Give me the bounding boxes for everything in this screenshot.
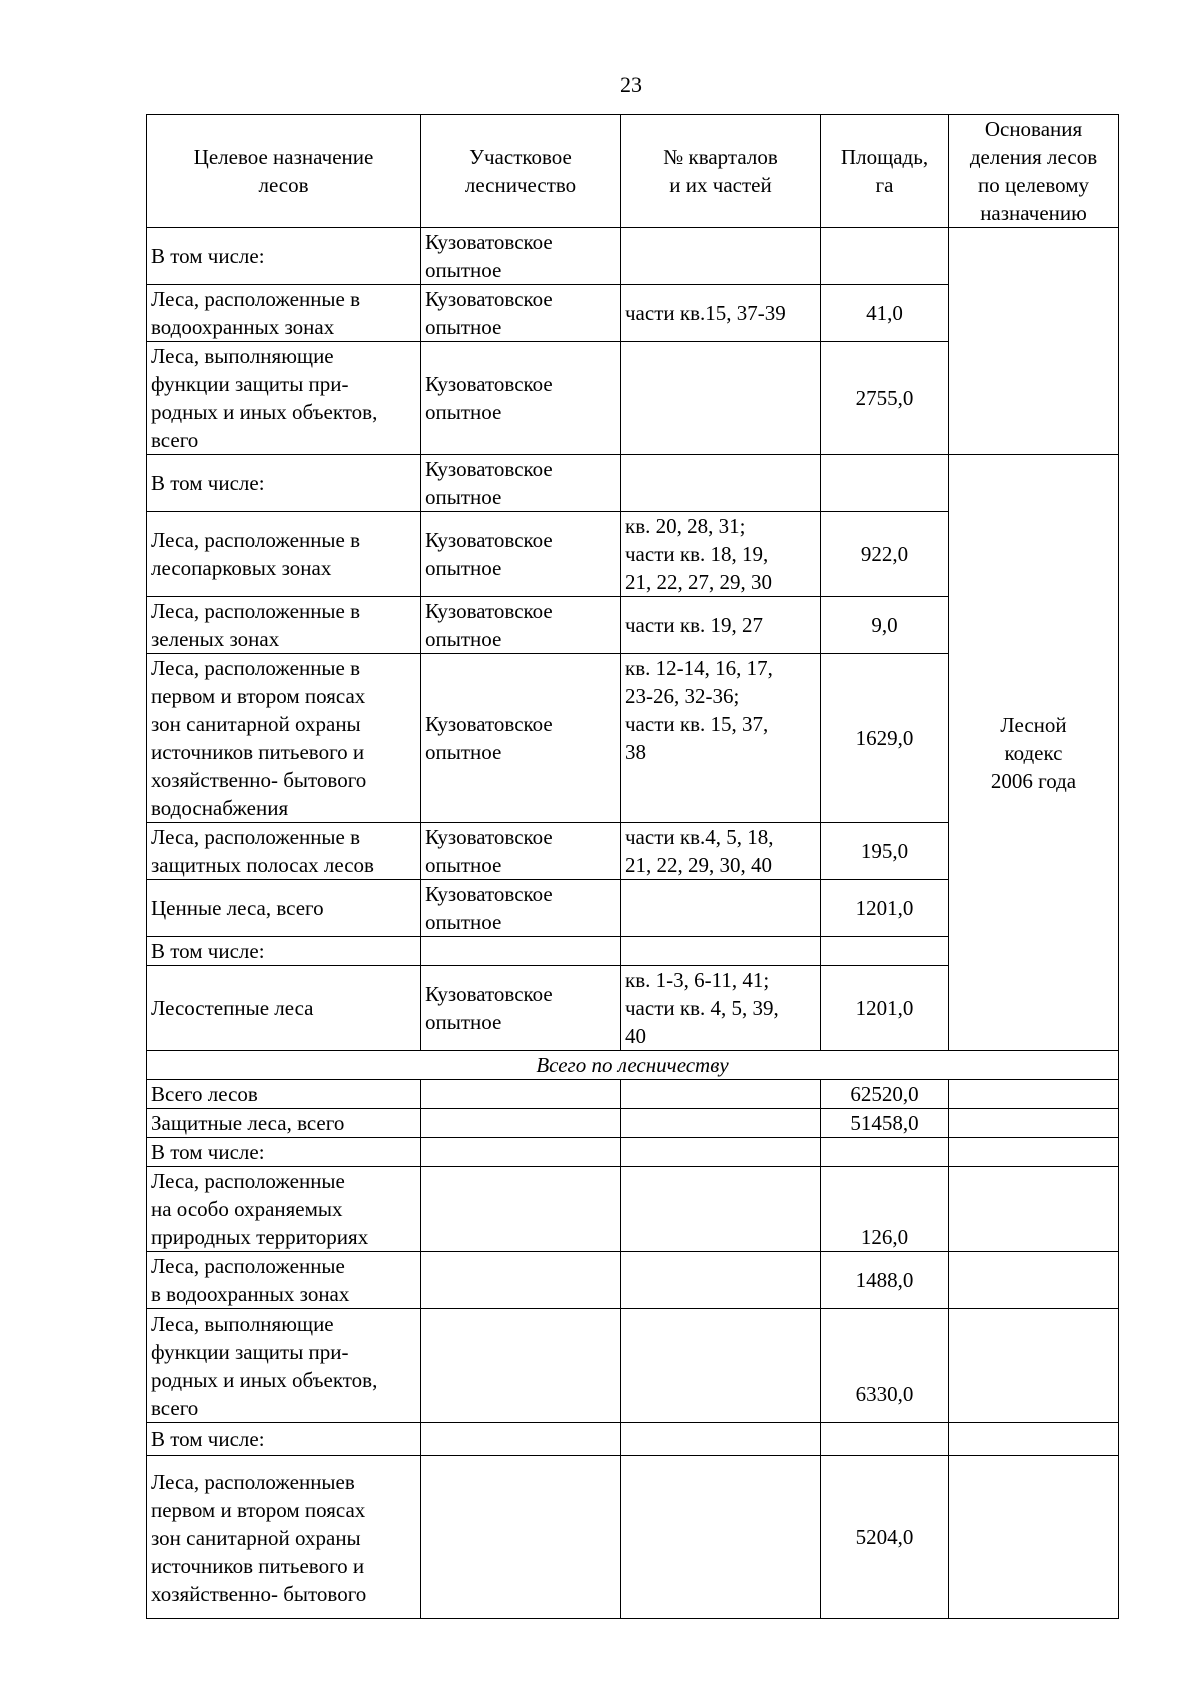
table-row — [147, 228, 1119, 285]
forestry-cell: Кузоватовское опытное — [421, 880, 621, 937]
area-cell: 62520,0 — [821, 1080, 949, 1109]
basis-cell — [949, 1080, 1119, 1109]
area-cell: 51458,0 — [821, 1109, 949, 1138]
quarters-cell: кв. 20, 28, 31; части кв. 18, 19, 21, 22, 27, 29, 30 — [621, 512, 821, 597]
area-cell: 2755,0 — [821, 342, 949, 455]
table-row — [147, 1309, 1119, 1423]
purpose-cell: Защитные леса, всего — [147, 1109, 421, 1138]
purpose-cell: Леса, расположенные в защитных полосах лесов — [147, 823, 421, 880]
area-cell — [821, 937, 949, 966]
quarters-cell: кв. 1-3, 6-11, 41; части кв. 4, 5, 39, 40 — [621, 966, 821, 1051]
purpose-cell: Лесостепные леса — [147, 966, 421, 1051]
basis-cell — [949, 1252, 1119, 1309]
purpose-cell: Ценные леса, всего — [147, 880, 421, 937]
table-header-row — [147, 115, 1119, 228]
area-cell — [821, 1138, 949, 1167]
quarters-cell — [621, 1109, 821, 1138]
forestry-cell — [421, 1167, 621, 1252]
area-cell: 1488,0 — [821, 1252, 949, 1309]
basis-cell — [949, 1309, 1119, 1423]
quarters-cell: части кв. 19, 27 — [621, 597, 821, 654]
section-title: Всего по лесничеству — [147, 1051, 1119, 1080]
purpose-cell: Леса, выполняющие функции защиты при- родных и иных объектов, всего — [147, 1309, 421, 1423]
forestry-cell: Кузоватовское опытное — [421, 342, 621, 455]
forestry-cell — [421, 1080, 621, 1109]
basis-cell-empty — [949, 228, 1119, 455]
area-cell: 5204,0 — [821, 1456, 949, 1619]
quarters-cell — [621, 228, 821, 285]
quarters-cell: кв. 12-14, 16, 17, 23-26, 32-36; части кв. 15, 37, 38 — [621, 654, 821, 823]
purpose-cell: В том числе: — [147, 1423, 421, 1456]
quarters-cell — [621, 1309, 821, 1423]
quarters-cell — [621, 342, 821, 455]
forestry-cell — [421, 1138, 621, 1167]
forestry-cell — [421, 1309, 621, 1423]
column-header: Целевое назначение лесов — [147, 115, 421, 228]
forest-purpose-table — [146, 114, 1119, 1619]
forestry-cell: Кузоватовское опытное — [421, 654, 621, 823]
purpose-cell: В том числе: — [147, 455, 421, 512]
area-cell: 126,0 — [821, 1167, 949, 1252]
forestry-cell: Кузоватовское опытное — [421, 228, 621, 285]
purpose-cell: Леса, расположенные в водоохранных зонах — [147, 285, 421, 342]
basis-cell — [949, 1423, 1119, 1456]
page-number: 23 — [620, 72, 642, 97]
forestry-cell: Кузоватовское опытное — [421, 823, 621, 880]
area-cell: 1201,0 — [821, 880, 949, 937]
forestry-cell — [421, 937, 621, 966]
column-header: Площадь, га — [821, 115, 949, 228]
quarters-cell: части кв.4, 5, 18, 21, 22, 29, 30, 40 — [621, 823, 821, 880]
purpose-cell: В том числе: — [147, 1138, 421, 1167]
area-cell: 41,0 — [821, 285, 949, 342]
quarters-cell — [621, 455, 821, 512]
forestry-cell: Кузоватовское опытное — [421, 285, 621, 342]
table-row — [147, 455, 1119, 512]
table-row — [147, 1423, 1119, 1456]
quarters-cell — [621, 937, 821, 966]
basis-cell — [949, 1456, 1119, 1619]
column-header: Основания деления лесов по целевому назначению — [949, 115, 1119, 228]
purpose-cell: Леса, выполняющие функции защиты при- родных и иных объектов, всего — [147, 342, 421, 455]
quarters-cell — [621, 1456, 821, 1619]
area-cell: 195,0 — [821, 823, 949, 880]
area-cell — [821, 1423, 949, 1456]
purpose-cell: Леса, расположенные на особо охраняемых природных территориях — [147, 1167, 421, 1252]
basis-cell — [949, 1167, 1119, 1252]
forestry-cell — [421, 1456, 621, 1619]
quarters-cell — [621, 1252, 821, 1309]
quarters-cell — [621, 1423, 821, 1456]
area-cell — [821, 455, 949, 512]
column-header: № кварталов и их частей — [621, 115, 821, 228]
area-cell: 922,0 — [821, 512, 949, 597]
purpose-cell: Леса, расположенные в лесопарковых зонах — [147, 512, 421, 597]
table-row — [147, 1167, 1119, 1252]
purpose-cell: Леса, расположенные в первом и втором поясах зон санитарной охраны источников питьевого и хозяйственно- бытового водоснабжения — [147, 654, 421, 823]
table-row — [147, 1138, 1119, 1167]
area-cell — [821, 228, 949, 285]
area-cell: 1201,0 — [821, 966, 949, 1051]
forestry-cell — [421, 1252, 621, 1309]
area-cell: 9,0 — [821, 597, 949, 654]
quarters-cell — [621, 1167, 821, 1252]
column-header: Участковое лесничество — [421, 115, 621, 228]
area-cell: 1629,0 — [821, 654, 949, 823]
purpose-cell: Леса, расположенные в зеленых зонах — [147, 597, 421, 654]
forestry-cell — [421, 1423, 621, 1456]
area-cell: 6330,0 — [821, 1309, 949, 1423]
forestry-cell: Кузоватовское опытное — [421, 966, 621, 1051]
forestry-cell — [421, 1109, 621, 1138]
table-row — [147, 1080, 1119, 1109]
purpose-cell: Леса, расположенныев первом и втором поясах зон санитарной охраны источников питьевого и хозяйственно- бытового — [147, 1456, 421, 1619]
quarters-cell: части кв.15, 37-39 — [621, 285, 821, 342]
table-row — [147, 1456, 1119, 1619]
forestry-cell: Кузоватовское опытное — [421, 597, 621, 654]
quarters-cell — [621, 1080, 821, 1109]
table-row — [147, 1252, 1119, 1309]
forestry-cell: Кузоватовское опытное — [421, 455, 621, 512]
purpose-cell: В том числе: — [147, 228, 421, 285]
purpose-cell: Всего лесов — [147, 1080, 421, 1109]
table-row — [147, 1109, 1119, 1138]
purpose-cell: В том числе: — [147, 937, 421, 966]
basis-cell — [949, 1109, 1119, 1138]
quarters-cell — [621, 1138, 821, 1167]
section-row — [147, 1051, 1119, 1080]
forestry-cell: Кузоватовское опытное — [421, 512, 621, 597]
basis-cell: Лесной кодекс 2006 года — [949, 455, 1119, 1051]
basis-cell — [949, 1138, 1119, 1167]
quarters-cell — [621, 880, 821, 937]
purpose-cell: Леса, расположенные в водоохранных зонах — [147, 1252, 421, 1309]
